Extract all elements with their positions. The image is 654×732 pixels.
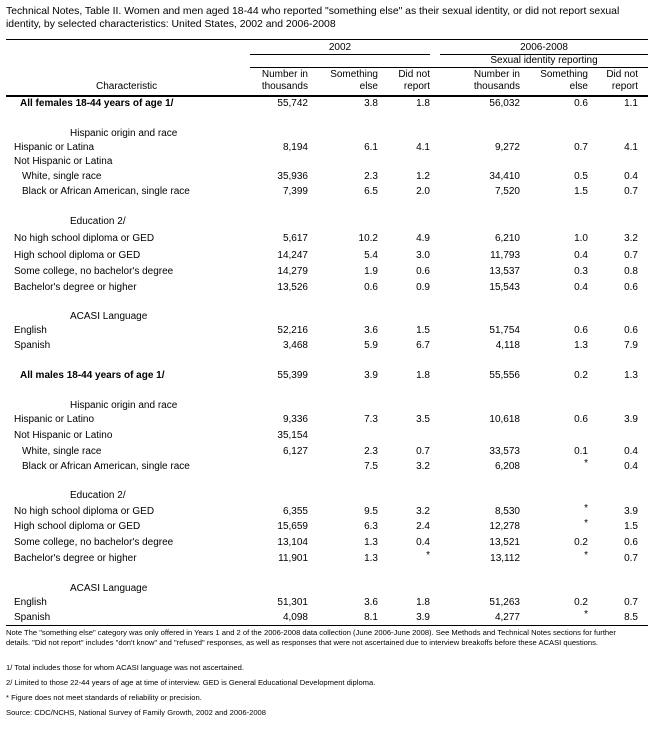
table-cell: * [584,503,588,514]
table-cell: 1.2 [416,171,430,182]
row-label: White, single race [22,446,102,457]
table-cell: 0.2 [574,370,588,381]
table-cell: 14,279 [277,266,308,277]
table-cell: 6.7 [416,340,430,351]
table-cell: 0.6 [364,282,378,293]
row-label: Some college, no bachelor's degree [14,537,174,548]
row-label: No high school diploma or GED [14,506,155,517]
table-cell: 1.8 [416,370,430,381]
table-cell: 4.1 [416,142,430,153]
year-2006-2008-header: 2006-2008 [520,42,568,53]
header-rule-top [6,39,648,40]
footnote: * Figure does not meet standards of reliability or precision. [6,693,202,702]
row-label: White, single race [22,171,102,182]
table-cell: 3.9 [364,370,378,381]
table-cell: 12,278 [489,521,520,532]
sexual-identity-span-header: Sexual identity reporting [490,55,598,66]
footnote: Source: CDC/NCHS, National Survey of Family Growth, 2002 and 2006-2008 [6,708,266,717]
row-label: ACASI Language [70,311,148,322]
table-cell: 1.3 [624,370,638,381]
footnote: 1/ Total includes those for whom ACASI language was not ascertained. [6,663,244,672]
table-cell: 8,530 [494,506,520,517]
table-cell: 6.1 [364,142,378,153]
table-cell: 35,936 [277,171,308,182]
table-cell: 1.5 [624,521,638,532]
table-cell: 0.7 [624,553,638,564]
table-cell: 13,526 [277,282,308,293]
row-label: English [14,597,47,608]
table-cell: 0.6 [574,414,588,425]
table-cell: 6.3 [364,521,378,532]
row-label: English [14,325,47,336]
table-cell: * [426,550,430,561]
table-cell: 3.2 [624,233,638,244]
row-label: All males 18-44 years of age 1/ [20,370,165,381]
row-label: Education 2/ [70,216,126,227]
row-label: Bachelor's degree or higher [14,553,137,564]
table-cell: 3.6 [364,325,378,336]
col-notreported-2006-line1: Did not [606,69,638,80]
table-cell: 3.2 [416,461,430,472]
table-cell: 1.9 [364,266,378,277]
table-cell: 9.5 [364,506,378,517]
table-cell: 13,521 [489,537,520,548]
row-label: High school diploma or GED [14,521,141,532]
table-cell: 3.9 [624,414,638,425]
col-notreported-2002-line1: Did not [398,69,430,80]
table-cell: 0.6 [624,325,638,336]
table-cell: 0.4 [574,250,588,261]
footnote: 2/ Limited to those 22-44 years of age at time of interview. GED is General Educational Development diploma. [6,678,376,687]
table-cell: 3.5 [416,414,430,425]
table-cell: 35,154 [277,430,308,441]
table-cell: 3.9 [416,612,430,623]
table-cell: 0.7 [574,142,588,153]
col-something-2002-line1: Something [330,69,378,80]
table-cell: 3.2 [416,506,430,517]
table-cell: 55,399 [277,370,308,381]
table-cell: * [584,609,588,620]
row-label: Hispanic or Latino [14,414,95,425]
row-label: Hispanic or Latina [14,142,95,153]
row-label: Hispanic origin and race [70,128,178,139]
table-cell: 13,112 [490,553,520,564]
table-cell: 0.4 [574,282,588,293]
col-number-2006-line2: thousands [473,81,520,92]
table-cell: 3.0 [416,250,430,261]
table-cell: 6,127 [282,446,308,457]
table-cell: 6,210 [494,233,520,244]
table-cell: 13,104 [277,537,308,548]
table-cell: 51,263 [489,597,520,608]
table-cell: 55,556 [489,370,520,381]
col-notreported-2002-line2: report [403,81,430,92]
table-cell: 0.7 [624,186,638,197]
col-something-2006-line2: else [569,81,588,92]
row-label: Education 2/ [70,490,126,501]
table-cell: 5.4 [364,250,378,261]
table-cell: 4.9 [416,233,430,244]
header-rule-span [250,67,648,68]
table-cell: 3,468 [282,340,308,351]
table-cell: 33,573 [489,446,520,457]
table-cell: 0.5 [574,171,588,182]
row-label: All females 18-44 years of age 1/ [20,98,174,109]
table-cell: 13,537 [489,266,520,277]
table-cell: 1.3 [364,537,378,548]
table-cell: 0.6 [416,266,430,277]
table-caption: Technical Notes, Table II. Women and men aged 18-44 who reported "something else" as their sexual identity, or did not report sexual identity, by selected characteristics: United States, 2002 and 2006-2008 [6,6,620,30]
table-cell: 0.4 [624,446,638,457]
row-label: Hispanic origin and race [70,400,178,411]
table-cell: 2.3 [364,171,378,182]
table-cell: 0.7 [624,597,638,608]
table-rule-bottom [6,625,648,626]
table-cell: 1.3 [364,553,378,564]
table-cell: 14,247 [277,250,308,261]
row-label: Not Hispanic or Latina [14,156,113,167]
table-cell: 10,618 [489,414,520,425]
table-cell: 7.9 [624,340,638,351]
table-cell: 8.5 [624,612,638,623]
col-notreported-2006-line2: report [611,81,638,92]
table-cell: 10.2 [358,233,378,244]
table-cell: 0.4 [624,461,638,472]
table-cell: 52,216 [277,325,308,336]
table-cell: 0.6 [624,282,638,293]
table-cell: 7.5 [364,461,378,472]
table-cell: 9,336 [282,414,308,425]
col-number-2002-line1: Number in [261,69,308,80]
table-cell: 4,277 [494,612,520,623]
row-label: Black or African American, single race [22,186,190,197]
row-label: No high school diploma or GED [14,233,155,244]
table-cell: 8,194 [282,142,308,153]
header-rule-bottom [6,95,648,97]
header-rule-2002 [250,54,430,55]
table-cell: 0.4 [416,537,430,548]
table-cell: 1.1 [624,98,638,109]
row-label: ACASI Language [70,583,148,594]
table-cell: 4,098 [282,612,308,623]
table-cell: 7,520 [494,186,520,197]
table-cell: 11,901 [278,553,308,564]
table-cell: 56,032 [489,98,520,109]
table-cell: 3.6 [364,597,378,608]
table-cell: 8.1 [364,612,378,623]
col-something-2006-line1: Something [540,69,588,80]
table-cell: 15,659 [277,521,308,532]
col-number-2002-line2: thousands [261,81,308,92]
table-cell: 55,742 [277,98,308,109]
table-cell: 1.3 [574,340,588,351]
table-cell: 0.8 [624,266,638,277]
table-cell: 0.4 [624,171,638,182]
footnote: Note The "something else" category was only offered in Years 1 and 2 of the 2006-2008 data collection (June 2006-June 2008). See Methods and Technical Notes sections for further details. "Did not report" includes "don't know" and "refused" responses, as well as responses that were not ascertained due to interview breakoffs before these ACASI questions. [6,628,616,647]
table-cell: 0.7 [624,250,638,261]
table-cell: 1.8 [416,98,430,109]
table-cell: * [584,458,588,469]
table-cell: 2.4 [416,521,430,532]
table-cell: 5.9 [364,340,378,351]
col-number-2006-line1: Number in [473,69,520,80]
table-cell: 4.1 [624,142,638,153]
table-cell: 0.2 [574,597,588,608]
table-cell: 0.2 [574,537,588,548]
row-label: Spanish [14,612,51,623]
table-cell: 7.3 [364,414,378,425]
table-cell: 7,399 [282,186,308,197]
table-cell: 3.9 [624,506,638,517]
table-cell: * [584,550,588,561]
table-cell: 2.0 [416,186,430,197]
table-cell: 51,301 [277,597,308,608]
table-cell: 51,754 [489,325,520,336]
table-cell: 0.6 [574,325,588,336]
table-cell: 1.8 [416,597,430,608]
table-cell: 3.8 [364,98,378,109]
table-cell: 34,410 [489,171,520,182]
table-cell: 0.6 [624,537,638,548]
row-label: Not Hispanic or Latino [14,430,113,441]
table-cell: 0.7 [416,446,430,457]
table-cell: 0.6 [574,98,588,109]
characteristic-header: Characteristic [96,81,158,92]
table-cell: 2.3 [364,446,378,457]
table-cell: 6,355 [282,506,308,517]
table-cell: 0.3 [574,266,588,277]
table-cell: 5,617 [282,233,308,244]
table-cell: 15,543 [489,282,520,293]
row-label: Black or African American, single race [22,461,190,472]
table-cell: * [584,518,588,529]
row-label: Bachelor's degree or higher [14,282,137,293]
table-cell: 6.5 [364,186,378,197]
table-cell: 11,793 [490,250,520,261]
row-label: High school diploma or GED [14,250,141,261]
table-cell: 9,272 [494,142,520,153]
row-label: Some college, no bachelor's degree [14,266,174,277]
table-cell: 4,118 [495,340,520,351]
table-cell: 1.5 [416,325,430,336]
row-label: Spanish [14,340,51,351]
table-cell: 1.5 [574,186,588,197]
col-something-2002-line2: else [359,81,378,92]
table-cell: 0.1 [574,446,588,457]
year-2002-header: 2002 [328,42,352,53]
table-cell: 0.9 [416,282,430,293]
table-cell: 1.0 [574,233,588,244]
table-cell: 6,208 [494,461,520,472]
